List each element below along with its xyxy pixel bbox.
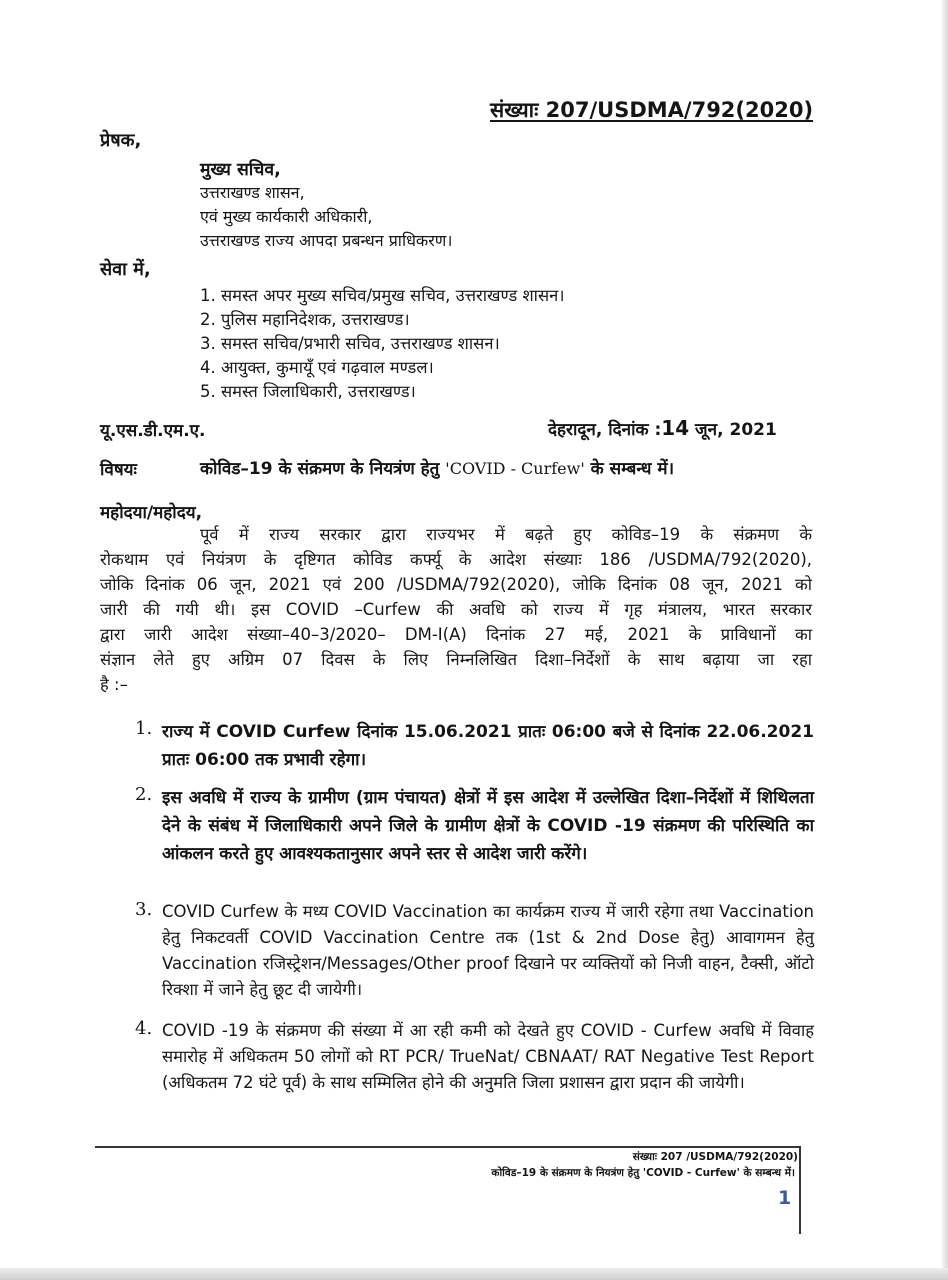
recipient-item: 1. समस्त अपर मुख्य सचिव/प्रमुख सचिव, उत्तराखण्ड शासन। <box>200 286 565 305</box>
sender-label: प्रेषक, <box>100 130 142 151</box>
point-text: राज्य में COVID Curfew दिनांक 15.06.2021 प्रातः 06:00 बजे से दिनांक 22.06.2021 प्रातः 06:00 तक प्रभावी रहेगा। <box>162 722 814 770</box>
point-text: इस अवधि में राज्य के ग्रामीण (ग्राम पंचायत) क्षेत्रों में इस आदेश में उल्लेखित दिशा–निर्देशों में शिथिलता देने के संबंध में जिलाधिकारी अपने जिले के ग्रामीण क्षेत्रों के COVID -19 संक्रमण की परिस्थिति का आंकलन करते हुए आवश्यकतानुसार अपने स्तर से आदेश जारी करेंगे। <box>162 788 814 864</box>
intro-line: जारी की गयी थी। इस COVID –Curfew की अवधि को राज्य में गृह मंत्रालय, भारत सरकार <box>100 600 812 619</box>
date-day: 14 <box>661 416 690 440</box>
salutation: महोदया/महोदय, <box>100 503 203 523</box>
intro-line: संज्ञान लेते हुए अग्रिम 07 दिवस के लिए निम्नलिखित दिशा–निर्देशों के साथ बढ़ाया जा रहा <box>100 650 812 669</box>
point-number: 2. <box>135 784 153 805</box>
sender-line-2: उत्तराखण्ड शासन, <box>200 183 305 202</box>
point-number: 1. <box>135 718 153 739</box>
subject-after: के सम्बन्ध में। <box>584 459 675 479</box>
sender-line-1: मुख्य सचिव, <box>200 160 281 180</box>
subject-latin: 'COVID - Curfew' <box>445 459 585 478</box>
recipients-label: सेवा में, <box>100 259 151 280</box>
page-edge-shadow <box>942 0 948 1280</box>
date-rest: जून, 2021 <box>689 420 777 440</box>
page-bottom-edge <box>0 1268 948 1280</box>
footer-divider <box>95 1146 799 1148</box>
point-text: COVID -19 के संक्रमण की संख्या में आ रही कमी को देखते हुए COVID - Curfew अवधि में विवाह समारोह में अधिकतम 50 लोगों को RT PCR/ TrueNat/ CBNAAT/ RAT Negative Test Report (अधिकतम 72 घंटे पूर्व) के साथ सम्मिलित होने की अनुमति जिला प्रशासन द्वारा प्रदान की जायेगी। <box>162 1021 814 1092</box>
footer-reference: संख्याः 207 /USDMA/792(2020) <box>632 1151 798 1163</box>
sender-line-3: एवं मुख्य कार्यकारी अधिकारी, <box>200 207 373 226</box>
subject-before: कोविड–19 के संक्रमण के नियत्रंण हेतु <box>200 459 446 479</box>
intro-line: पूर्व में राज्य सरकार द्वारा राज्यभर में बढ़ते हुए कोविड–19 के संक्रमण के <box>200 525 812 544</box>
intro-line: रोकथाम एवं नियंत्रण के दृष्टिगत कोविड कर्फ्यू के आदेश संख्याः 186 /USDMA/792(2020), <box>100 550 812 569</box>
recipient-item: 2. पुलिस महानिदेशक, उत्तराखण्ड। <box>200 310 410 329</box>
page-number: 1 <box>778 1187 792 1209</box>
recipient-item: 3. समस्त सचिव/प्रभारी सचिव, उत्तराखण्ड शासन। <box>200 334 500 353</box>
date-prefix: देहरादून, दिनांक : <box>548 420 662 440</box>
sender-line-4: उत्तराखण्ड राज्य आपदा प्रबन्धन प्राधिकरण। <box>200 231 453 250</box>
point-number: 4. <box>135 1018 153 1039</box>
point-number: 3. <box>135 899 153 920</box>
subject-text <box>200 456 674 479</box>
footer-subject: कोविड–19 के संक्रमण के नियत्रंण हेतु 'COVID - Curfew' के सम्बन्ध में। <box>491 1167 795 1179</box>
reference-number: संख्याः 207/USDMA/792(2020) <box>490 98 814 122</box>
intro-line: है :– <box>100 675 128 694</box>
subject-label: विषयः <box>100 460 137 480</box>
point-text: COVID Curfew के मध्य COVID Vaccination का कार्यक्रम राज्य में जारी रहेगा तथा Vaccination हेतु निकटवर्ती COVID Vaccination Centre तक (1st & 2nd Dose हेतु) आवागमन हेतु Vaccination रजिस्ट्रेशन/Messages/Other proof दिखाने पर व्यक्तियों को निजी वाहन, टैक्सी, ऑटो रिक्शा में जाने हेतु छूट दी जायेगी। <box>162 902 814 999</box>
intro-line: जोकि दिनांक 06 जून, 2021 एवं 200 /USDMA/792(2020), जोकि दिनांक 08 जून, 2021 को <box>100 575 812 594</box>
intro-line: द्वारा जारी आदेश संख्या–40–3/2020– DM-I(A) दिनांक 27 मई, 2021 के प्राविधानों का <box>100 625 812 644</box>
recipient-item: 4. आयुक्त, कुमायूँ एवं गढ़वाल मण्डल। <box>200 358 434 377</box>
origin-office: यू.एस.डी.एम.ए. <box>100 421 206 441</box>
footer-vertical-rule <box>799 1146 801 1234</box>
letter-date <box>548 416 777 440</box>
recipient-item: 5. समस्त जिलाधिकारी, उत्तराखण्ड। <box>200 382 416 401</box>
